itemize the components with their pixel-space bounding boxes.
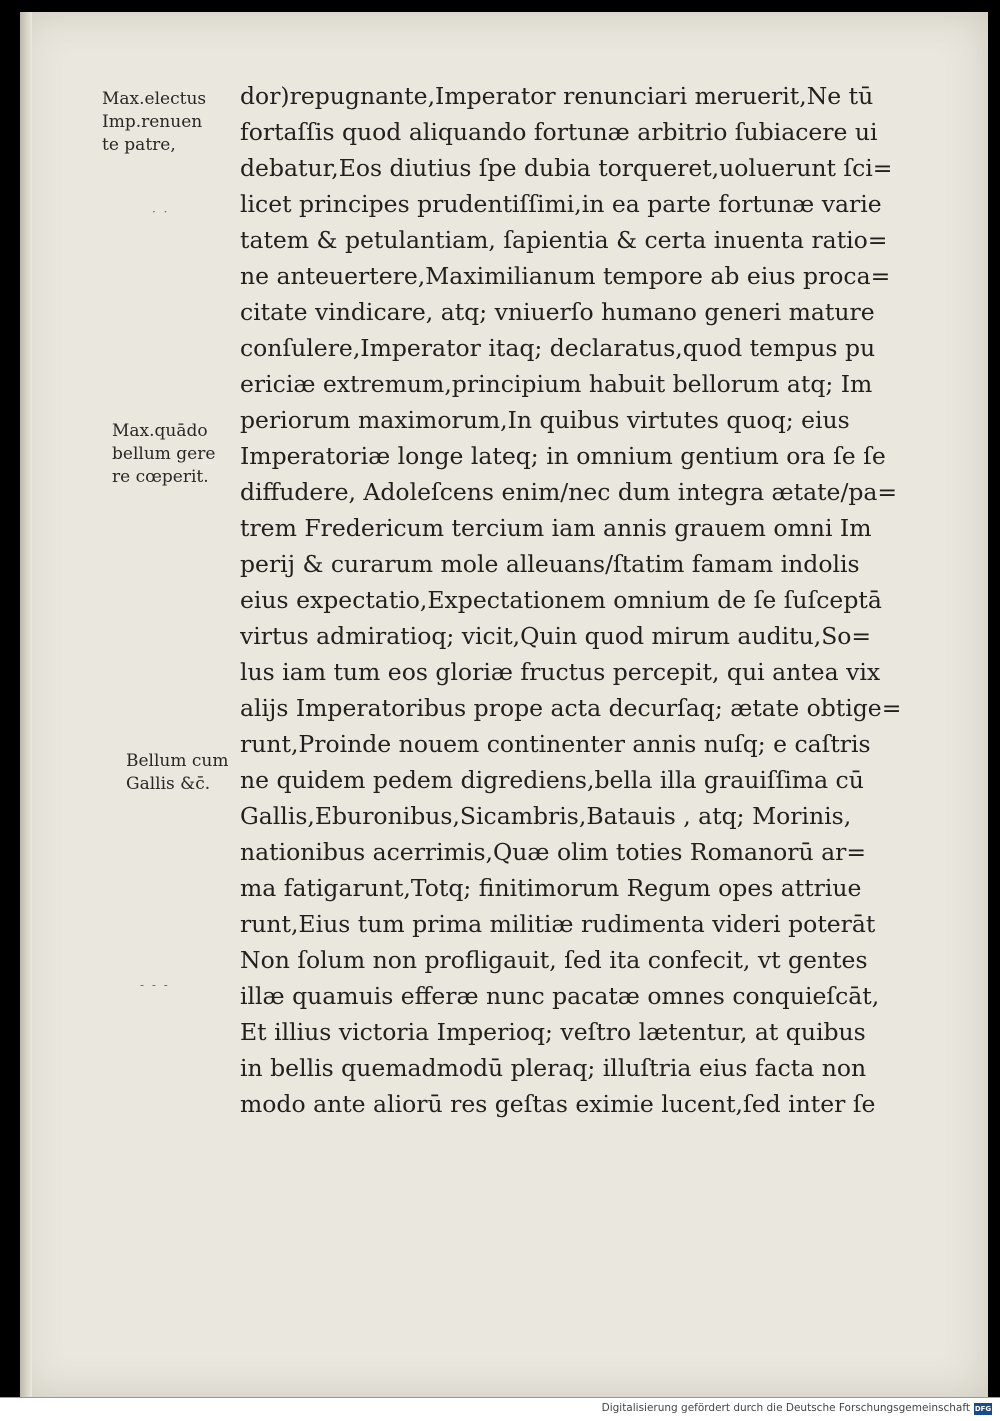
- text-line: runt,Eius tum prima militiæ rudimenta videri poterāt: [240, 910, 876, 938]
- text-line: Non ſolum non profligauit, ſed ita confecit, vt gentes: [240, 946, 868, 974]
- text-line: Et illius victoria Imperioq; veſtro lætentur, at quibus: [240, 1018, 866, 1046]
- footer-bar: [0, 1397, 1000, 1421]
- text-line: dor)repugnante,Imperator renunciari meruerit,Ne tū: [240, 82, 874, 110]
- ink-speck-mark: ‐ ‐ ‐: [140, 978, 170, 992]
- text-line: fortaſſis quod aliquando fortunæ arbitrio ſubiacere ui: [240, 118, 878, 146]
- dfg-logo-icon: DFG: [974, 1405, 992, 1413]
- text-line: modo ante aliorū res geſtas eximie lucent,ſed inter ſe: [240, 1090, 876, 1118]
- text-line: ne anteuertere,Maximilianum tempore ab eius proca=: [240, 262, 891, 290]
- text-line: Gallis,Eburonibus,Sicambris,Batauis , atq; Morinis,: [240, 802, 852, 830]
- text-line: Imperatoriæ longe lateq; in omnium gentium ora ſe ſe: [240, 442, 886, 470]
- text-line: ne quidem pedem digrediens,bella illa grauiſſima cū: [240, 766, 864, 794]
- ink-speck-mark: · ·: [152, 205, 170, 219]
- footer-credit: Digitalisierung gefördert durch die Deutsche Forschungsgemeinschaft: [601, 1402, 970, 1414]
- text-line: ericiæ extremum,principium habuit bellorum atq; Im: [240, 370, 873, 398]
- body-text: [240, 78, 940, 1122]
- text-line: tatem & petulantiam, ſapientia & certa inuenta ratio=: [240, 226, 888, 254]
- text-line: illæ quamuis efferæ nunc pacatæ omnes conquieſcāt,: [240, 982, 880, 1010]
- text-line: conſulere,Imperator itaq; declaratus,quod tempus pu: [240, 334, 876, 362]
- text-line: trem Fredericum tercium iam annis grauem omni Im: [240, 514, 872, 542]
- text-line: perij & curarum mole alleuans/ſtatim famam indolis: [240, 550, 860, 578]
- page-spine-shadow: [20, 12, 32, 1397]
- text-line: periorum maximorum,In quibus virtutes quoq; eius: [240, 406, 850, 434]
- text-line: ma fatigarunt,Totq; finitimorum Regum opes attriue: [240, 874, 862, 902]
- text-line: debatur,Eos diutius ſpe dubia torqueret,uoluerunt ſci=: [240, 154, 893, 182]
- margin-note-max-electus: Max.electus Imp.renuen te patre,: [102, 89, 207, 155]
- text-line: nationibus acerrimis,Quæ olim toties Romanorū ar=: [240, 838, 867, 866]
- text-line: alijs Imperatoribus prope acta decurſaq; ætate obtige=: [240, 694, 902, 722]
- text-line: in bellis quemadmodū pleraq; illuſtria eius facta non: [240, 1054, 867, 1082]
- text-line: licet principes prudentiſſimi,in ea parte fortunæ varie: [240, 190, 882, 218]
- margin-note-max-bellum: Max.quādo bellum gere re cœperit.: [112, 421, 216, 487]
- text-line: eius expectatio,Expectationem omnium de ſe ſuſceptā: [240, 586, 882, 614]
- margin-note-bellum-gallis: Bellum cum Gallis &c̄.: [126, 751, 229, 794]
- text-line: virtus admiratioq; vicit,Quin quod mirum auditu,So=: [240, 622, 872, 650]
- text-line: citate vindicare, atq; vniuerſo humano generi mature: [240, 298, 875, 326]
- text-line: runt,Proinde nouem continenter annis nuſq; e caſtris: [240, 730, 871, 758]
- text-line: lus iam tum eos gloriæ fructus percepit, qui antea vix: [240, 658, 881, 686]
- text-line: diffudere, Adoleſcens enim/nec dum integra ætate/pa=: [240, 478, 898, 506]
